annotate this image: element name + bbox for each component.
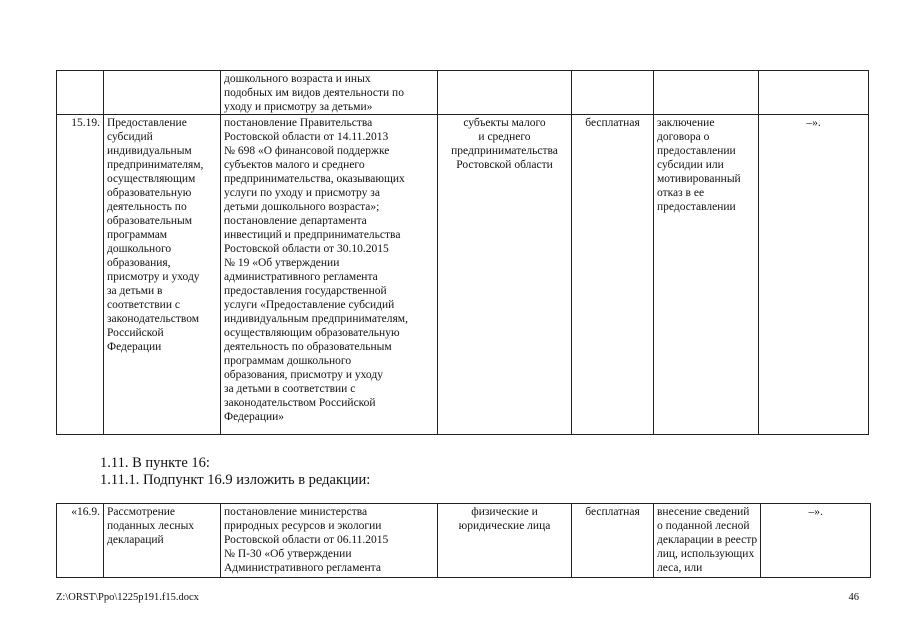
text-line: программам	[107, 229, 168, 241]
text-line: программам дошкольного	[224, 355, 352, 367]
services-table-top	[56, 70, 869, 435]
text-line: индивидуальным	[107, 145, 192, 157]
text-line: субъектов малого и среднего	[224, 159, 365, 171]
table-row-continuation	[57, 71, 869, 115]
text-line: № П-30 «Об утверждении	[224, 548, 352, 560]
text-line: законодательством	[107, 313, 200, 325]
text-line: индивидуальным предпринимателям,	[224, 313, 408, 325]
text-line: осуществляющим	[107, 173, 196, 185]
text-line: субсидии или	[657, 159, 724, 171]
text-line: постановление департамента	[224, 215, 367, 227]
text-line: административного регламента	[224, 271, 378, 283]
text-line: физические и	[471, 506, 538, 518]
text-line: образования, присмотру и уходу	[224, 369, 383, 381]
text-line: образовательную	[107, 187, 192, 199]
paragraph-1-11-1: 1.11.1. Подпункт 16.9 изложить в редакции:	[100, 472, 371, 488]
cell-fee: бесплатная	[572, 115, 654, 435]
cell-result	[654, 71, 759, 115]
text-line: Предоставление	[107, 117, 187, 129]
table-row-15-19	[57, 115, 869, 435]
text-line: за детьми в соответствии с	[224, 383, 356, 395]
text-line: заключение	[657, 117, 715, 129]
cell-last	[759, 71, 869, 115]
text-line: Ростовской области от 06.11.2015	[224, 534, 389, 546]
cell-number: «16.9.	[57, 504, 104, 578]
cell-result	[654, 504, 761, 578]
text-line: предоставлении	[657, 145, 736, 157]
cell-number: 15.19.	[57, 115, 104, 435]
text-line: предпринимательства, оказывающих	[224, 173, 405, 185]
page-number: 46	[848, 592, 859, 603]
text-line: Федерации	[107, 341, 162, 353]
table-row-16-9	[57, 504, 871, 578]
footer-file-path: Z:\ORST\Ppo\1225p191.f15.docx	[56, 592, 199, 603]
text-line: постановление Правительства	[224, 117, 373, 129]
cell-recipients	[438, 504, 572, 578]
text-line: детьми дошкольного возраста»;	[224, 201, 380, 213]
text-line: договора о	[657, 131, 710, 143]
text-line: присмотру и уходу	[107, 271, 200, 283]
text-line: поданных лесных	[107, 520, 195, 532]
cell-service	[104, 71, 221, 115]
cell-legal-basis	[221, 115, 438, 435]
text-line: леса, или	[657, 562, 703, 574]
text-line: Рассмотрение	[107, 506, 176, 518]
cell-legal-basis	[221, 71, 438, 115]
text-line: № 19 «Об утверждении	[224, 257, 340, 269]
text-line: Ростовской области	[456, 159, 553, 171]
cell-last: –».	[759, 115, 869, 435]
text-line: дошкольного	[107, 243, 172, 255]
cell-fee	[572, 71, 654, 115]
text-line: предпринимателям,	[107, 159, 204, 171]
text-line: Ростовской области от 14.11.2013	[224, 131, 389, 143]
text-line: предоставлении	[657, 201, 736, 213]
text-line: услуги «Предоставление субсидий	[224, 299, 395, 311]
services-table-bottom	[56, 503, 871, 578]
text-line: образовательным	[107, 215, 193, 227]
text-line: природных ресурсов и экологии	[224, 520, 382, 532]
text-line: соответствии с	[107, 299, 180, 311]
cell-recipients	[438, 115, 572, 435]
cell-fee: бесплатная	[572, 504, 654, 578]
cell-number	[57, 71, 104, 115]
text-line: предпринимательства	[451, 145, 558, 157]
text-line: образования,	[107, 257, 171, 269]
text-line: декларации в реестр	[657, 534, 758, 546]
text-line: за детьми в	[107, 285, 163, 297]
text-line: постановление министерства	[224, 506, 368, 518]
text-line: услуги по уходу и присмотру за	[224, 187, 380, 199]
cell-last: –».	[761, 504, 871, 578]
text-line: деятельность по	[107, 201, 187, 213]
paragraph-1-11: 1.11. В пункте 16:	[100, 455, 210, 471]
text-line: предоставления государственной	[224, 285, 387, 297]
cell-legal-basis	[221, 504, 438, 578]
text-line: деклараций	[107, 534, 164, 546]
text-line: Российской	[107, 327, 164, 339]
cell-service	[104, 115, 221, 435]
text-line: отказ в ее	[657, 187, 705, 199]
cell-service	[104, 504, 221, 578]
text-line: и среднего	[478, 131, 531, 143]
text-line: Административного регламента	[224, 562, 381, 574]
text-line: о поданной лесной	[657, 520, 750, 532]
text-line: субъекты малого	[463, 117, 546, 129]
text-line: подобных им видов деятельности по	[224, 87, 404, 99]
text-line: Федерации»	[224, 411, 285, 423]
text-line: лиц, использующих	[657, 548, 755, 560]
text-line: Ростовской области от 30.10.2015	[224, 243, 389, 255]
text-line: инвестиций и предпринимательства	[224, 229, 401, 241]
cell-result	[654, 115, 759, 435]
text-line: уходу и присмотру за детьми»	[224, 101, 373, 113]
text-line: внесение сведений	[657, 506, 750, 518]
cell-recipients	[438, 71, 572, 115]
text-line: осуществляющим образовательную	[224, 327, 400, 339]
text-line: юридические лица	[458, 520, 551, 532]
text-line: субсидий	[107, 131, 153, 143]
text-line: мотивированный	[657, 173, 741, 185]
text-line: дошкольного возраста и иных	[224, 73, 371, 85]
text-line: деятельность по образовательным	[224, 341, 392, 353]
text-line: законодательством Российской	[224, 397, 376, 409]
text-line: № 698 «О финансовой поддержке	[224, 145, 390, 157]
